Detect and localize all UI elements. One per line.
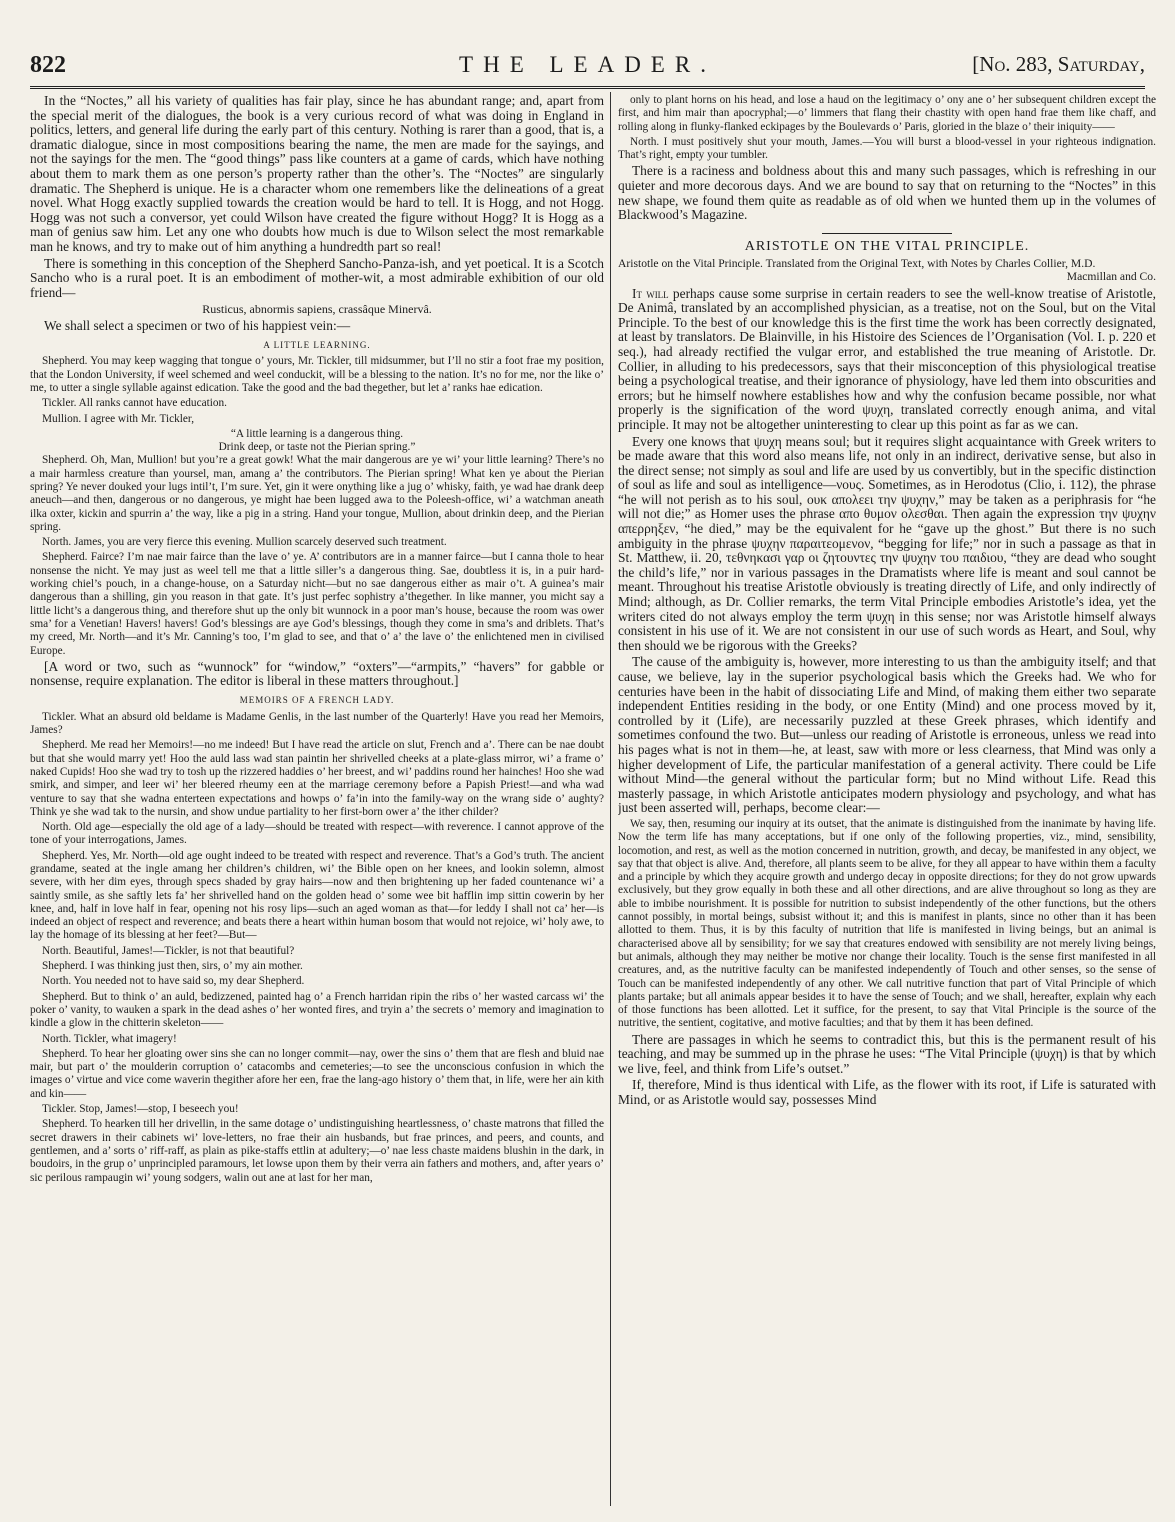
dialogue-line: Mullion. I agree with Mr. Tickler, [42, 412, 195, 425]
dialogue-line: North. James, you are very fierce this evening. Mullion scarcely deserved such treatment. [42, 536, 447, 549]
noctes-paragraph-1: In the “Noctes,” all his variety of qualities has fair play, since he has abundant range; and, apart from the special merit of the dialogues, the book is a very curious record of what was doing in England in politics, letters, and general life during the early part of this century. Nothing is rarer than a good, that is, a dramatic dialogue, since in most compositions bearing the name, the men are made for the sayings, and not the sayings for the men. The “good things” pass like counters at a game of cards, which have nothing about them to mark them as one person’s property rather than the other’s. The “Noctes” are singularly dramatic. The Shepherd is unique. He is a character whom one remembers like the delineations of a great novel. What Hogg exactly supplied towards the creation would be hard to tell. It is Hogg, and not Hogg. Hogg was not such a conversor, yet could Wilson have created the figure without Hogg? It is Hogg as a man of genius saw him. Let any one who doubts how much is due to Wilson select the most remarkable man he knows, and try to make out of him anything a hundredth part so real! [30, 94, 604, 254]
masthead: THE LEADER. [459, 52, 716, 77]
dialogue-line: Shepherd. I was thinking just then, sirs, o’ my ain mother. [42, 960, 303, 973]
dialogue-line: Shepherd. To hear her gloating ower sins she can no longer commit—nay, ower the sins o’ them that are flesh and bluid nae mair, but part o’ the moulderin corruption o’ catacombs and cemeteries;—to see the unconscious confusion in which the images o’ virtue and vice come waverin thegither afore her een, frae the lang-ago history o’ them that, in life, were her ain kith and kin—— [30, 1047, 604, 1100]
article-paragraph-1-text: perhaps cause some surprise in certain readers to see the well-know treatise of Aristotle, De Animâ, translated by an accomplished physician, as a treatise, not on the Soul, but on the Vital Principle. To the best of our knowledge this is the first time the work has been correctly designated, at least by translators. De Blainville, in his Histoire des Sciences de l’Organisation (Vol. I. p. 220 et seq.), had already rectified the vulgar error, and established the true meaning of Aristotle. Dr. Collier, in alluding to his predecessors, says that their misconception of this physiological treatise being a psychological treatise, and their ignorance of physiology, have led them into obscurities and errors; but he himself nowhere establishes how and why the confusion became possible, nor what properly is the signification of the word ψυχη, translated correctly enough anima, and vital principle. It may not be altogether uninteresting to clear up this point as far as we can. [618, 285, 1156, 432]
left-column [30, 94, 604, 1506]
dialogue-line: North. You needed not to have said so, my dear Shepherd. [42, 975, 305, 988]
page-number: 822 [30, 52, 66, 78]
right-column [618, 94, 1156, 1506]
dialogue-line: Tickler. What an absurd old beldame is Madame Genlis, in the last number of the Quarterly! Have you read her Memoirs, James? [30, 710, 604, 737]
article-paragraph-3: The cause of the ambiguity is, however, more interesting to us than the ambiguity itself; and that cause, we believe, lay in the superior psychological basis which the Greeks had. We who for centuries have been in the habit of dissociating Life and Mind, of making them either two separate independent Entities residing in the body, or one Entity (Mind) and one process moved by it, controlled by it (Life), are necessarily puzzled at these Greek phrases, which identify and sometimes confound the two. But—unless our reading of Aristotle is erroneous, unless we read into his pages what is not in them—he, at least, saw with more or less clearness, that Mind was only a higher development of Life, the particular manifestation of a general activity. There could be Life without Mind—the general without the particular form; but no Mind without Life. Read this masterly passage, in which Aristotle anticipates modern physiology and psychology, and what has just been asserted will, perhaps, become clear:— [618, 654, 1156, 816]
dialogue-line: Shepherd. Me read her Memoirs!—no me indeed! But I have read the article on slut, French and a’. There can be nae doubt but that she would marry yet! Hoo the auld lass wad stan paintin her shrivelled cheeks at a plate-glass mirror, wi’ a frame o’ naked Cupids! Hoo she wad try to tosh up the rizzered haddies o’ her breest, and wi’ paddins round her hainches! Hoo she wad smirk, and simper, and leer wi’ her bleered rheumy een at the marriage ceremony before a Papish Priest!—and wha wad venture to say that she wadna enterteen expectations and howps o’ fa’in into the family-way on the wrang side o’ aughty? Think ye she wad tak to the nursin, and show undue partiality to her first-born ower a’ the ither childer? [30, 739, 604, 818]
noctes-closing-paragraph: There is a raciness and boldness about this and many such passages, which is refreshing in our quieter and more decorous days. And we are bound to say that on returning to the “Noctes” in this new shape, we found them quite as readable as of old when we hunted them up in the volumes of Blackwood’s Magazine. [618, 163, 1156, 223]
book-citation [618, 257, 1156, 284]
dialogue-line: Tickler. Stop, James!—stop, I beseech you! [42, 1103, 239, 1116]
article-paragraph-4: There are passages in which he seems to contradict this, but this is the permanent result of his teaching, and may be summed up in the phrase he uses: “The Vital Principle (ψυχη) is that by which we live, feel, and think from Life’s outset.” [618, 1031, 1156, 1076]
article-paragraph-2: Every one knows that ψυχη means soul; but it requires slight acquaintance with Greek writers to be made aware that this word also means life, not only in an indirect, derivative sense, but also in the direct sense; not simply as soul and life are used by us convertibly, but in the specific distinction of soul as life and soul as intelligence—νους. Sometimes, as in Herodotus (Clio, i. 112), the phrase “he will not perish as to his soul, ουκ απολεει την ψυχην,” may be taken as a periphrasis for “he will not die;” as Homer uses the phrase απο θυμον ολεσθαι. Then again the expression την ψυχην απερρηξεν, “he died,” may be the equivalent for he “gave up the ghost.” But there is no such ambiguity in the phrase ψυχην παραιτεομενον, “begging for life;” nor in such a passage as that in St. Matthew, ii. 20, τεθνηκασι γαρ οι ζητουντες την ψυχην του παιδιου, “they are dead who sought the child’s life,” nor in various passages in the Dramatists where life is meant and soul cannot be meant. Throughout his treatise Aristotle obviously is treating directly of Life, and only indirectly of Mind; although, as Dr. Collier remarks, the term Vital Principle embodies Aristotle’s idea, yet the writers cited do not always employ the term ψυχη in this sense; nor was Aristotle himself always consistent in his use of it. We are not consistent in our use of such words as Heart, and Soul, why then should we be rigorous with the Greeks? [618, 433, 1156, 653]
verse-line: “A little learning is a dangerous thing. [230, 427, 404, 440]
section-heading-little-learning: A LITTLE LEARNING. [263, 339, 371, 350]
section-heading-french-lady: MEMOIRS OF A FRENCH LADY. [239, 695, 395, 706]
citation-text: Aristotle on the Vital Principle. Translated from the Original Text, with Notes by Charles Collier, M.D. [618, 256, 1096, 270]
dialogue-line: only to plant horns on his head, and lose a haud on the legitimacy o’ ony ane o’ her subsequent children except the first, and him mair than apocryphal;—o’ limmers that flang their chastity with open hand frae them like chaff, and rolling along in flunky-flanked eckipages by the Boulevards o’ Paris, gloried in the blaze o’ their iniquity—— [618, 94, 1156, 133]
dialogue-line: North. Old age—especially the old age of a lady—should be treated with respect—with reverence. I cannot approve of the tone of your interrogations, James. [30, 821, 604, 847]
verse-line: Drink deep, or taste not the Pierian spring.” [218, 441, 416, 454]
page-header [30, 52, 1145, 89]
article-paragraph-1 [618, 287, 1156, 433]
opening-words: It will [632, 285, 669, 301]
editorial-note: [A word or two, such as “wunnock” for “window,” “oxters”—“armpits,” “havers” for gabble or nonsense, require explanation. The editor is liberal in these matters throughout.] [30, 658, 604, 689]
aristotle-quotation: We say, then, resuming our inquiry at its outset, that the animate is distinguished from the inanimate by having life. Now the term life has many acceptations, but if one only of the following properties, viz., mind, sensibility, locomotion, and rest, as well as the motion concerned in nutrition, growth, and decay, be manifested in any object, we say that that object is alive. And, therefore, all plants seem to be alive, for they all appear to have within them a faculty and a principle by which they acquire growth and undergo decay in opposite directions; for they do not grow upwards exclusively, but they grow equally in both these and all other directions, and are alive throughout so long as they are able to imbibe nourishment. It is possible for nutrition to subsist independently of the other functions, but the others cannot possibly, in mortal beings, subsist without it; and this is manifest in plants, since no other than it has been allotted to them. Thus, it is by this faculty of nutrition that life is manifested in living beings, but an animal is characterised above all by sensibility; for we say that creatures endowed with sensibility are not merely living beings, but animals, although they may neither be motive nor change their locality. Touch is the sense first manifested in all creatures, and, as the nutritive faculty can be manifested independently of Touch and other senses, so the sense of Touch can be manifested independently of any other. We call nutritive function that part of Vital Principle of which plants partake; but all animals appear besides it to have the sense of Touch; and we shall, hereafter, explain why each of those functions has been allotted. Let it suffice, for the present, to say that Vital Principle is the source of the nutritive, the sentient, cogitative, and motive faculties; and that by them it has been defined. [618, 817, 1156, 1030]
dialogue-line: Shepherd. You may keep wagging that tongue o’ yours, Mr. Tickler, till midsummer, but I’ll no stir a foot frae my position, that the London University, if weel schemed and weel conduckit, will be a blessing to the nation. It’s no for me, nor the like o’ me, to utter a single syllable against edication. Take the good and the bad thegether, but let a’ ranks hae edication. [30, 355, 604, 394]
dialogue-line: Tickler. All ranks cannot have education. [42, 397, 227, 410]
dialogue-line: Shepherd. Yes, Mr. North—old age ought indeed to be treated with respect and reverence. That’s a God’s truth. The ancient grandame, seated at the ingle amang her children’s children, wi’ the Bible open on her knees, and lookin solemn, almost severe, with her dim eyes, through specs shaded by gray hairs—now and then brightening up her faded countenance wi’ a saintly smile, as she saftly lets fa’ her shrivelled hand on the golden head o’ some wee bit hafflin imp sittin cowerin by her knee, and, half in love half in fear, opening not his rosy lips—such an aged woman as that—for leddy I shall not ca’ her—is indeed an object of respect and reverence; and beats there a heart within human bosom that would not rejoice, wi’ holy awe, to lay the homage of its blessing at her feet?—But— [30, 849, 604, 942]
section-divider [822, 233, 952, 234]
citation-publisher: Macmillan and Co. [1066, 270, 1156, 284]
dialogue-line: North. I must positively shut your mouth, James.—You will burst a blood-vessel in your righteous indignation. That’s right, empty your tumbler. [618, 135, 1156, 162]
dialogue-line: North. Tickler, what imagery! [42, 1032, 177, 1045]
article-paragraph-5: If, therefore, Mind is thus identical with Life, as the flower with its root, if Life is saturated with Mind, or as Aristotle would say, possesses Mind [618, 1077, 1156, 1108]
dialogue-line: Shepherd. Oh, Man, Mullion! but you’re a great gowk! What the mair dangerous are ye wi’ your little learning? There’s no a mair harmless creature than yoursel, man, amang a’ the contributors. The Pierian spring! What ken ye about the Pierian spring? Ye never douked your lugs intil’t, I’m sure. Yet, gin it were onything like a jug o’ whisky, faith, ye wad hae drank deep aneuch—and then, dangerous or no dangerous, ye might hae been lugged awa to the Poleesh-office, wi’ a watchman aneath ilka oxter, kickin and spurrin a’ the way, like a pig in a string. Hand your tongue, Mullion, about drinkin deep, and the Pierian spring. [30, 454, 604, 533]
noctes-paragraph-2: There is something in this conception of the Shepherd Sancho-Panza-ish, and yet poetical. It is a Scotch Sancho who is a rural poet. It is an embodiment of mother-wit, a most admirable exhibition of our old friend— [30, 255, 604, 300]
dialogue-line: Shepherd. To hearken till her drivellin, in the same dotage o’ undistinguishing heartlessness, o’ chaste matrons that filled the secret drawers in their cabinets wi’ love-letters, no frae their ain husbands, but frae princes, and peers, and counts, and gentlemen, and a’ sorts o’ riff-raff, as plain as pike-staffs ettlin at adultery;—o’ nae less chaste maidens blushin in the dark, in boudoirs, in the grup o’ unprincipled paramours, let lowse upon them by their verra ain fathers and mothers, and, after years o’ sic perilous rampaugin wi’ young sodgers, walin out ane at last for her man, [30, 1118, 604, 1184]
article-title: ARISTOTLE ON THE VITAL PRINCIPLE. [744, 238, 1030, 254]
latin-quote: Rusticus, abnormis sapiens, crassâque Minervâ. [202, 302, 432, 317]
dialogue-line: Shepherd. Fairce? I’m nae mair fairce than the lave o’ ye. A’ contributors are in a manner fairce—but I canna thole to hear nonsense the nicht. Ye may just as weel tell me that a little siller’s a dangerous thing. Sae, doubtless it is, in a puir hard-working chiel’s pouch, in a change-house, on a Saturday nicht—but no sae dangerous either as mair o’t. A guinea’s mair dangerous than a shilling, gin you reason in that gate. It’s just perfec sophistry a’thegether. In like manner, you micht say a little licht’s a dangerous thing, and therefore shut up the only bit wunnock in a poor man’s house, because the room was ower sma’ for a Venetian! Havers! havers! God’s blessings are aye God’s blessings, though they come in sma’s and driblets. That’s my creed, Mr. North—and it’s Mr. Canning’s too, I’m glad to see, and that o’ a’ the lave o’ the enlichtened men in civilised Europe. [30, 551, 604, 657]
dialogue-line: North. Beautiful, James!—Tickler, is not that beautiful? [42, 944, 295, 957]
issue-label: [No. 283, Saturday, [972, 52, 1145, 76]
noctes-paragraph-3: We shall select a specimen or two of his happiest vein:— [44, 318, 351, 334]
column-divider [610, 92, 611, 1506]
dialogue-line: Shepherd. But to think o’ an auld, bedizzened, painted hag o’ a French harridan ripin the ribs o’ her wasted carcass wi’ the poker o’ vanity, to wauken a spark in the dead ashes o’ her wonted fires, and tryin a’ the secrets o’ memory and imagination to kindle a glow in the chitterin skeleton—— [30, 990, 604, 1030]
